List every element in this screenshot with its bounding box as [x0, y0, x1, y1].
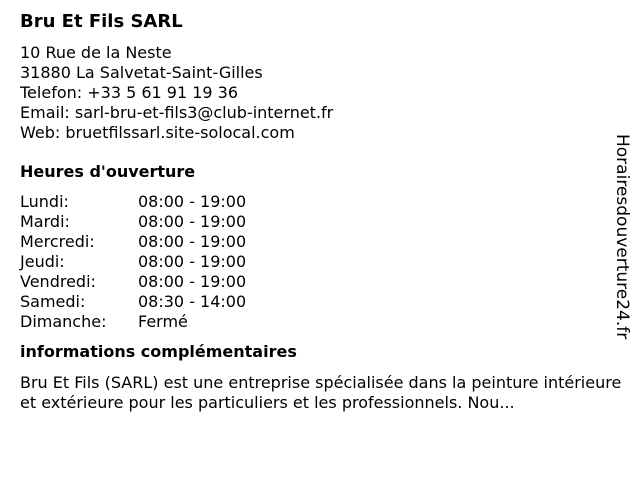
hours-row-wednesday [20, 232, 610, 252]
info-text: Bru Et Fils (SARL) est une entreprise spécialisée dans la peinture intérieure et extérieure pour les particuliers et les professionnels. Nou... [20, 373, 622, 412]
hours-row-tuesday [20, 212, 610, 232]
hours-row-monday [20, 192, 610, 212]
contact-block [20, 43, 610, 143]
hours-title: Heures d'ouverture [20, 162, 196, 181]
day-label: Vendredi: [20, 272, 96, 291]
day-label: Dimanche: [20, 312, 107, 331]
day-label: Jeudi: [20, 252, 65, 271]
time-value: Fermé [138, 312, 188, 331]
hours-row-friday [20, 272, 610, 292]
hours-row-sunday [20, 312, 610, 332]
phone-line: Telefon: +33 5 61 91 19 36 [20, 83, 239, 102]
info-title: informations complémentaires [20, 342, 297, 361]
email-line: Email: sarl-bru-et-fils3@club-internet.fr [20, 103, 334, 122]
time-value: 08:00 - 19:00 [138, 272, 247, 291]
address-line-1: 10 Rue de la Neste [20, 43, 172, 62]
time-value: 08:00 - 19:00 [138, 252, 247, 271]
hours-row-saturday [20, 292, 610, 312]
hours-row-thursday [20, 252, 610, 272]
time-value: 08:00 - 19:00 [138, 212, 247, 231]
business-name: Bru Et Fils SARL [20, 11, 183, 32]
time-value: 08:30 - 14:00 [138, 292, 247, 311]
web-line: Web: bruetfilssarl.site-solocal.com [20, 123, 295, 142]
time-value: 08:00 - 19:00 [138, 192, 247, 211]
brand-watermark: Horairesdouverture24.fr [612, 134, 632, 340]
day-label: Lundi: [20, 192, 69, 211]
address-line-2: 31880 La Salvetat-Saint-Gilles [20, 63, 263, 82]
day-label: Mercredi: [20, 232, 95, 251]
day-label: Mardi: [20, 212, 70, 231]
hours-table [20, 192, 610, 332]
time-value: 08:00 - 19:00 [138, 232, 247, 251]
day-label: Samedi: [20, 292, 86, 311]
